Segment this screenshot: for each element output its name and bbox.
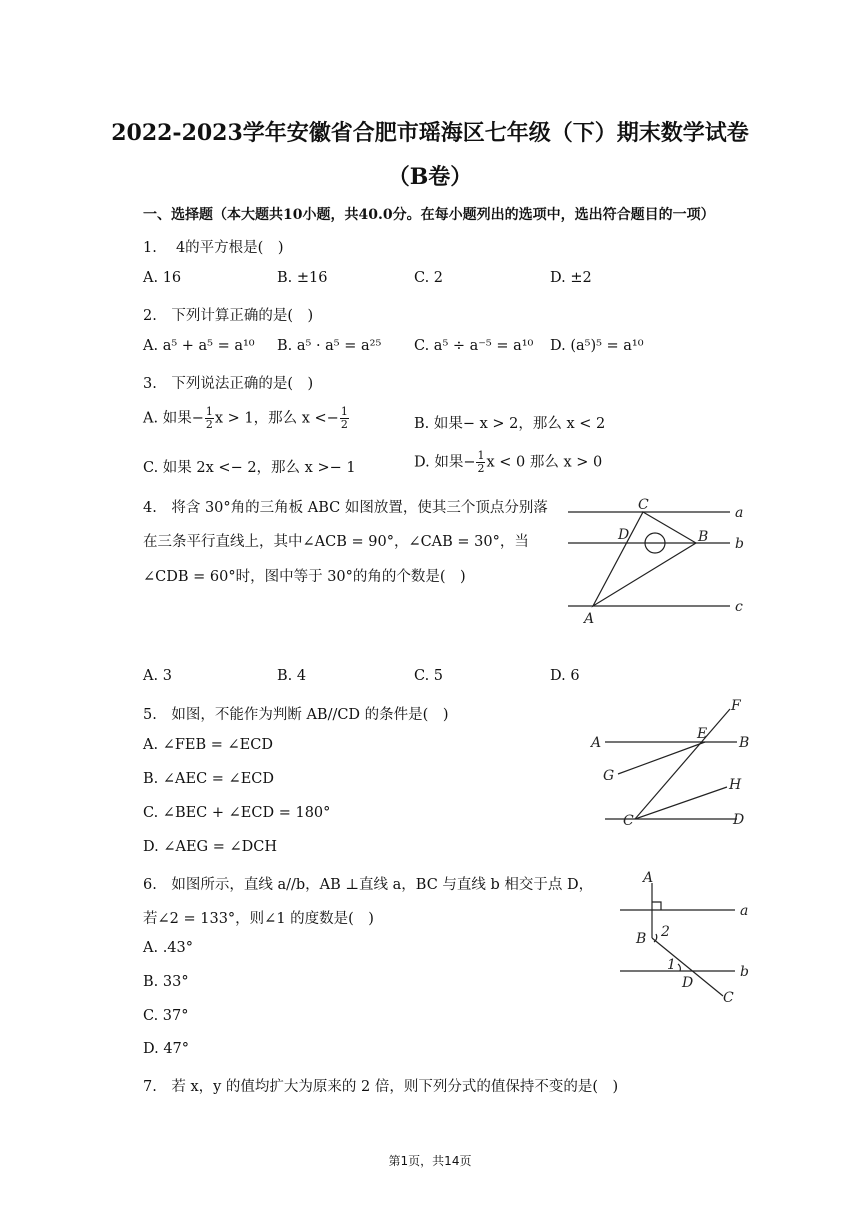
page-footer: 第1页，共14页 bbox=[388, 1154, 472, 1168]
fraction-numerator: 1 bbox=[205, 405, 213, 418]
q3-d-suffix: x < 0 那么 x > 0 bbox=[486, 454, 603, 471]
q3-stem: 3. 下列说法正确的是( ) bbox=[143, 376, 314, 392]
right-angle-marker bbox=[652, 902, 661, 910]
label-c: C bbox=[623, 813, 634, 829]
fraction-denominator: 2 bbox=[205, 418, 213, 431]
label-d: D bbox=[682, 975, 694, 991]
label-b: B bbox=[739, 735, 750, 751]
q3-d-prefix: D. 如果− bbox=[414, 454, 476, 471]
q4-stem-line3: ∠CDB = 60°时，图中等于 30°的角的个数是( ) bbox=[143, 569, 466, 585]
q1-option-d: D. ±2 bbox=[550, 270, 592, 286]
label-g: G bbox=[603, 768, 615, 784]
label-e: E bbox=[697, 726, 708, 742]
q2-option-d: D. (a⁵)⁵ = a¹⁰ bbox=[550, 338, 644, 354]
label-b: B bbox=[698, 529, 709, 545]
q1-option-c: C. 2 bbox=[414, 270, 444, 286]
q3-a-prefix: A. 如果− bbox=[143, 410, 204, 427]
fraction-denominator: 2 bbox=[340, 418, 348, 431]
q4-figure bbox=[560, 495, 760, 630]
line-eg bbox=[618, 742, 705, 774]
q2-option-a: A. a⁵ + a⁵ = a¹⁰ bbox=[143, 338, 255, 354]
q6-stem-line1: 6. 如图所示，直线 a//b，AB ⊥直线 a，BC 与直线 b 相交于点 D， bbox=[143, 877, 594, 893]
q5-option-a: A. ∠FEB = ∠ECD bbox=[143, 737, 273, 753]
q4-option-b: B. 4 bbox=[277, 668, 307, 684]
q1-option-b: B. ±16 bbox=[277, 270, 328, 286]
q3-option-b: B. 如果− x > 2，那么 x < 2 bbox=[414, 416, 606, 432]
fraction-denominator: 2 bbox=[477, 462, 485, 475]
q4-option-d: D. 6 bbox=[550, 668, 580, 684]
q4-option-c: C. 5 bbox=[414, 668, 444, 684]
label-d: D bbox=[618, 527, 630, 543]
q3-option-c: C. 如果 2x <− 2，那么 x >− 1 bbox=[143, 460, 356, 476]
fraction-numerator: 1 bbox=[340, 405, 348, 418]
q5-figure bbox=[585, 695, 760, 835]
angle-1-arc bbox=[678, 964, 680, 971]
label-c: C bbox=[638, 497, 649, 513]
q6-stem-line2: 若∠2 = 133°，则∠1 的度数是( ) bbox=[143, 911, 374, 927]
label-f: F bbox=[731, 698, 741, 714]
q4-option-a: A. 3 bbox=[143, 668, 172, 684]
section-heading: 一、选择题（本大题共10小题，共40.0分。在每小题列出的选项中，选出符合题目的一项） bbox=[143, 207, 715, 223]
q5-option-c: C. ∠BEC + ∠ECD = 180° bbox=[143, 805, 331, 821]
label-line-b: b bbox=[735, 536, 744, 552]
q4-stem-line2: 在三条平行直线上，其中∠ACB = 90°，∠CAB = 30°，当 bbox=[143, 534, 529, 550]
q2-option-b: B. a⁵ · a⁵ = a²⁵ bbox=[277, 338, 382, 354]
q6-option-c: C. 37° bbox=[143, 1008, 189, 1024]
label-a: A bbox=[643, 870, 654, 886]
q5-stem: 5. 如图，不能作为判断 AB//CD 的条件是( ) bbox=[143, 707, 449, 723]
label-h: H bbox=[729, 777, 742, 793]
q2-option-c: C. a⁵ ÷ a⁻⁵ = a¹⁰ bbox=[414, 338, 534, 354]
q3-a-middle: x > 1，那么 x <− bbox=[214, 410, 339, 427]
label-line-c: c bbox=[735, 599, 743, 615]
q6-option-d: D. 47° bbox=[143, 1041, 190, 1057]
q1-stem: 1. 4的平方根是( ) bbox=[143, 240, 284, 256]
q7-stem: 7. 若 x，y 的值均扩大为原来的 2 倍，则下列分式的值保持不变的是( ) bbox=[143, 1079, 619, 1095]
label-b: B bbox=[636, 931, 647, 947]
doc-title-line2: （B卷） bbox=[387, 164, 473, 190]
q3-option-a bbox=[143, 406, 350, 431]
triangle-abc bbox=[593, 512, 696, 606]
q1-option-a: A. 16 bbox=[143, 270, 182, 286]
label-angle-2: 2 bbox=[661, 924, 670, 940]
label-line-b: b bbox=[740, 964, 749, 980]
q6-option-a: A. .43° bbox=[143, 940, 193, 956]
q6-figure bbox=[605, 868, 765, 1008]
q4-stem-line1: 4. 将含 30°角的三角板 ABC 如图放置，使其三个顶点分别落 bbox=[143, 500, 548, 516]
label-c: C bbox=[723, 990, 734, 1006]
q3-option-d bbox=[414, 450, 602, 475]
q6-option-b: B. 33° bbox=[143, 974, 189, 990]
q2-stem: 2. 下列计算正确的是( ) bbox=[143, 308, 314, 324]
label-d: D bbox=[733, 812, 745, 828]
q5-option-d: D. ∠AEG = ∠DCH bbox=[143, 839, 277, 855]
label-line-a: a bbox=[740, 903, 749, 919]
label-a: A bbox=[591, 735, 602, 751]
doc-title-line1: 2022-2023学年安徽省合肥市瑶海区七年级（下）期末数学试卷 bbox=[111, 120, 749, 146]
fraction-numerator: 1 bbox=[477, 449, 485, 462]
fraction bbox=[340, 406, 349, 431]
fraction bbox=[205, 406, 214, 431]
fraction bbox=[476, 450, 485, 475]
q5-option-b: B. ∠AEC = ∠ECD bbox=[143, 771, 274, 787]
label-line-a: a bbox=[735, 505, 744, 521]
label-angle-1: 1 bbox=[667, 957, 676, 973]
label-a: A bbox=[584, 611, 595, 627]
